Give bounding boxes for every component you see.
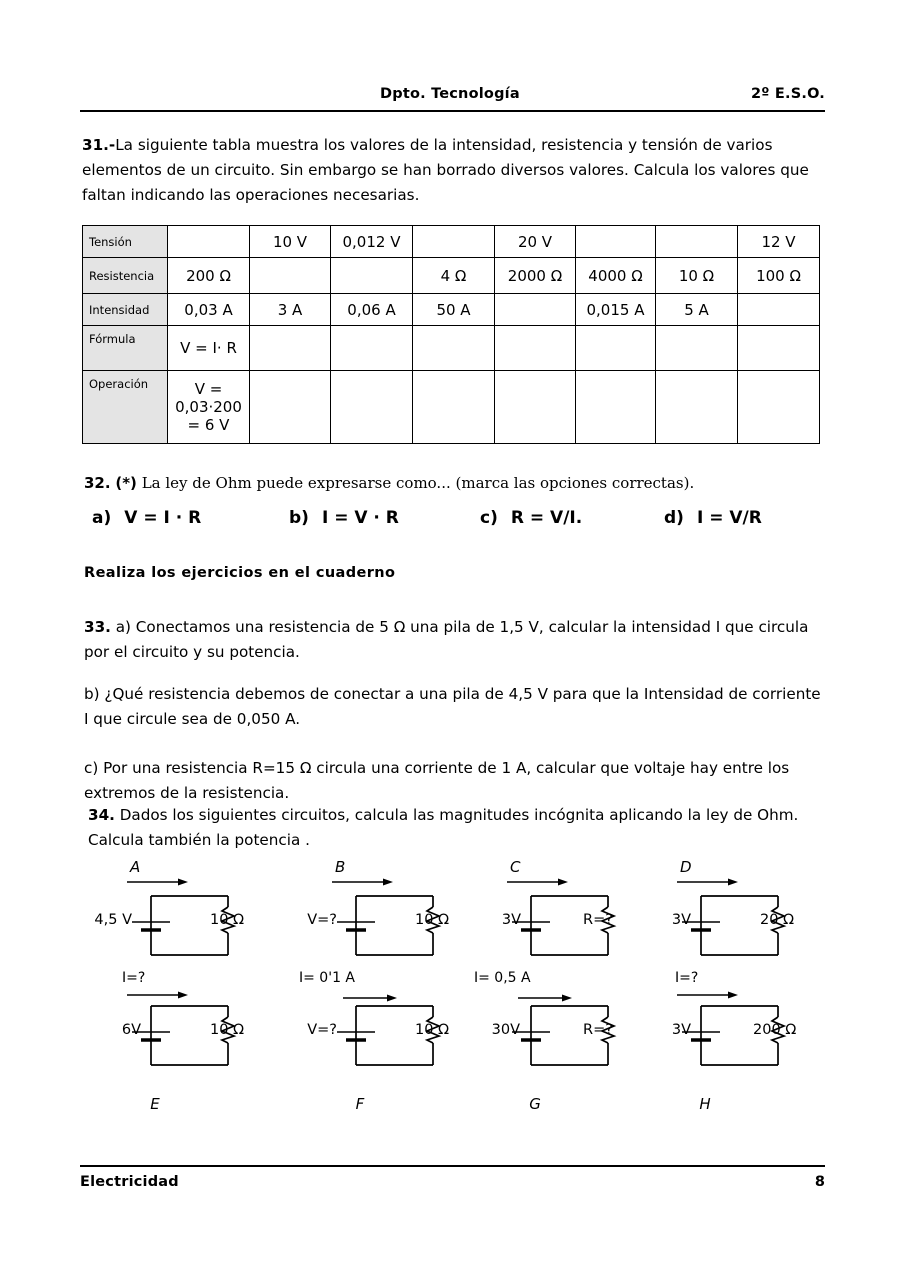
cell-intensidad-7: 5 A: [656, 294, 738, 326]
circuit-E: [70, 970, 270, 1113]
cell-operacion-5: [495, 371, 576, 444]
cell-resistencia-4: 4 Ω: [413, 258, 495, 294]
question-33-part-b: [84, 682, 826, 732]
question-34-text: Dados los siguientes circuitos, calcula las magnitudes incógnita aplicando la ley de Ohm. Calcula también la potencia .: [88, 806, 799, 849]
cell-formula-1: V = I· R: [168, 326, 250, 371]
cell-formula-7: [656, 326, 738, 371]
row-label-resistencia: Resistencia: [83, 258, 168, 294]
circuit-F-current-label: I= 0'1 A: [299, 970, 355, 986]
circuit-B-resistor-value: 10 Ω: [415, 912, 450, 928]
cell-intensidad-1: 0,03 A: [168, 294, 250, 326]
circuit-C-source-value: 3V: [501, 912, 521, 928]
header-level: 2º E.S.O.: [751, 86, 825, 102]
option-d[interactable]: [664, 508, 762, 528]
circuit-G-current-label: I= 0,5 A: [474, 970, 531, 986]
cell-resistencia-1: 200 Ω: [168, 258, 250, 294]
circuit-F-label: F: [355, 1095, 365, 1113]
question-32-marker: (*): [115, 474, 137, 492]
circuit-H: [620, 970, 820, 1113]
question-33-part-c: [84, 756, 826, 806]
cell-intensidad-3: 0,06 A: [331, 294, 413, 326]
circuit-E-source-value: 6V: [121, 1022, 141, 1038]
circuit-E-label: E: [150, 1095, 160, 1113]
circuit-C-resistor-value: R=?: [583, 912, 613, 928]
option-d-label: d): [664, 508, 684, 528]
cell-formula-2: [250, 326, 331, 371]
option-c-formula: R = V/I.: [510, 508, 583, 528]
circuit-E-current-label: I=?: [122, 970, 146, 986]
circuit-diagrams: [0, 860, 905, 1120]
circuit-H-current-label: I=?: [675, 970, 699, 986]
question-32-options: [84, 508, 829, 538]
question-32: [84, 474, 829, 492]
circuit-A-label: A: [130, 858, 141, 876]
circuit-A: [70, 860, 270, 980]
cell-tension-8: 12 V: [738, 226, 820, 258]
circuit-D-label: D: [680, 858, 692, 876]
footer-topic: Electricidad: [80, 1174, 179, 1190]
circuit-G-source-value: 30V: [491, 1022, 520, 1038]
cell-formula-8: [738, 326, 820, 371]
question-33-a-text: a) Conectamos una resistencia de 5 Ω una pila de 1,5 V, calcular la intensidad I que circula por el circuito y su potencia.: [84, 618, 809, 661]
table-row: [83, 258, 820, 294]
circuit-D-resistor-value: 20 Ω: [760, 912, 795, 928]
cell-intensidad-8: [738, 294, 820, 326]
circuit-F-source-value: V=?: [307, 1022, 337, 1038]
option-c[interactable]: [480, 508, 582, 528]
values-table: [82, 225, 820, 444]
row-label-operacion: Operación: [83, 371, 168, 444]
option-a[interactable]: [92, 508, 201, 528]
circuit-G-resistor-value: R=?: [583, 1022, 613, 1038]
cell-formula-4: [413, 326, 495, 371]
cell-resistencia-7: 10 Ω: [656, 258, 738, 294]
circuit-F-resistor-value: 10 Ω: [415, 1022, 450, 1038]
cell-intensidad-4: 50 A: [413, 294, 495, 326]
cell-operacion-4: [413, 371, 495, 444]
option-c-label: c): [480, 508, 498, 528]
cell-operacion-8: [738, 371, 820, 444]
option-b-label: b): [289, 508, 309, 528]
cell-tension-6: [576, 226, 656, 258]
cell-operacion-2: [250, 371, 331, 444]
row-label-tension: Tensión: [83, 226, 168, 258]
circuit-H-resistor-value: 200 Ω: [753, 1022, 797, 1038]
row-label-intensidad: Intensidad: [83, 294, 168, 326]
question-33-part-a: [84, 615, 826, 665]
circuit-G-label: G: [529, 1095, 541, 1113]
cell-tension-4: [413, 226, 495, 258]
instruction-text: Realiza los ejercicios en el cuaderno: [84, 565, 396, 581]
option-b-formula: I = V · R: [321, 508, 399, 528]
cell-operacion-3: [331, 371, 413, 444]
circuit-D-source-value: 3V: [671, 912, 691, 928]
cell-tension-7: [656, 226, 738, 258]
row-label-formula: Fórmula: [83, 326, 168, 371]
question-31: [82, 133, 827, 208]
question-32-text: La ley de Ohm puede expresarse como... (marca las opciones correctas).: [141, 474, 695, 492]
option-a-label: a): [92, 508, 112, 528]
question-33-c-text: c) Por una resistencia R=15 Ω circula una corriente de 1 A, calcular que voltaje hay entre los extremos de la resistencia.: [84, 759, 790, 802]
table-row: [83, 326, 820, 371]
question-32-number: 32.: [84, 474, 111, 492]
footer-divider: [80, 1165, 825, 1167]
question-31-text: La siguiente tabla muestra los valores de la intensidad, resistencia y tensión de varios elementos de un circuito. Sin embargo se han borrado diversos valores. Calcula los valores que faltan indicando las operaciones necesarias.: [82, 136, 809, 204]
question-31-number: 31.-: [82, 136, 116, 154]
footer-page-number: 8: [814, 1174, 825, 1190]
cell-resistencia-2: [250, 258, 331, 294]
table-row: [83, 294, 820, 326]
question-34-number: 34.: [88, 806, 115, 824]
header-divider: [80, 110, 825, 112]
circuit-H-source-value: 3V: [671, 1022, 691, 1038]
table-row: [83, 371, 820, 444]
cell-intensidad-5: [495, 294, 576, 326]
cell-tension-5: 20 V: [495, 226, 576, 258]
header-department: Dpto. Tecnología: [380, 86, 520, 102]
question-33-b-text: b) ¿Qué resistencia debemos de conectar a una pila de 4,5 V para que la Intensidad de corriente I que circule sea de 0,050 A.: [84, 685, 821, 728]
cell-resistencia-6: 4000 Ω: [576, 258, 656, 294]
cell-formula-5: [495, 326, 576, 371]
cell-tension-3: 0,012 V: [331, 226, 413, 258]
circuit-E-resistor-value: 10 Ω: [210, 1022, 245, 1038]
cell-resistencia-8: 100 Ω: [738, 258, 820, 294]
circuit-D: [620, 860, 820, 980]
circuit-B-source-value: V=?: [307, 912, 337, 928]
question-34: [88, 803, 826, 853]
cell-intensidad-2: 3 A: [250, 294, 331, 326]
question-33-number: 33.: [84, 618, 111, 636]
cell-formula-3: [331, 326, 413, 371]
cell-tension-1: [168, 226, 250, 258]
circuit-A-resistor-value: 10 Ω: [210, 912, 245, 928]
cell-resistencia-3: [331, 258, 413, 294]
cell-operacion-1: V = 0,03·200 = 6 V: [168, 371, 250, 444]
circuit-C-label: C: [510, 858, 521, 876]
cell-intensidad-6: 0,015 A: [576, 294, 656, 326]
circuit-A-source-value: 4,5 V: [94, 912, 132, 928]
option-d-formula: I = V/R: [696, 508, 762, 528]
cell-operacion-7: [656, 371, 738, 444]
table-row: [83, 226, 820, 258]
option-b[interactable]: [289, 508, 399, 528]
cell-resistencia-5: 2000 Ω: [495, 258, 576, 294]
option-a-formula: V = I · R: [124, 508, 202, 528]
cell-tension-2: 10 V: [250, 226, 331, 258]
circuit-H-label: H: [699, 1095, 711, 1113]
cell-formula-6: [576, 326, 656, 371]
circuit-B-label: B: [335, 858, 346, 876]
cell-operacion-6: [576, 371, 656, 444]
